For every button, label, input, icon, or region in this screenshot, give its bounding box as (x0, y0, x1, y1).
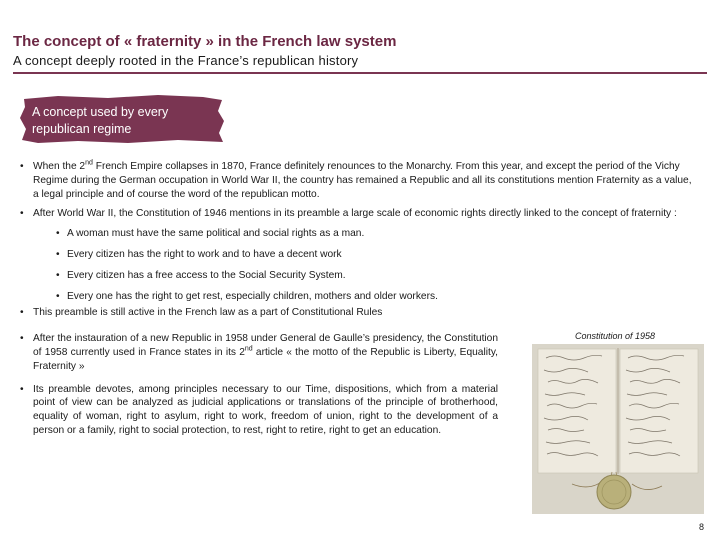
sub-bullet-text: Every citizen has a free access to the Social Security System. (67, 269, 346, 281)
constitution-document-image (532, 344, 704, 514)
slide-subtitle: A concept deeply rooted in the France’s republican history (13, 53, 359, 68)
bullet-empire-sup: nd (85, 159, 93, 167)
page-number: 8 (698, 522, 704, 532)
bullet-empire-text-b: French Empire collapses in 1870, France definitely renounces to the Monarchy. From this year, and except the period of the Vichy Regime during the German occupation in World War II, the country has remained a Republic and all its constitutions mention Fraternity as a value, a legal principle and of course the word of the republican motto. (33, 161, 692, 200)
bullet-preamble-active (20, 306, 695, 320)
bullet-1958-text-a: After the instauration of a new Republic in 1958 under General de Gaulle’s presidency, the Constitution of 1958 currently used in France states in its 2 (33, 333, 498, 358)
badge-text: A concept used by every republican regime (32, 105, 169, 136)
title-divider (13, 72, 707, 74)
sub-bullet-text: Every citizen has the right to work and to have a decent work (67, 248, 342, 260)
bullet-1946-text: After World War II, the Constitution of 1946 mentions in its preamble a large scale of economic rights directly linked to the concept of fraternity : (33, 208, 677, 220)
bullet-preamble-text: This preamble is still active in the French law as a part of Constitutional Rules (33, 307, 383, 319)
bullet-1958-text-b: article « the motto of the Republic is Liberty, Equality, Fraternity » (33, 346, 498, 372)
slide-title: The concept of « fraternity » in the French law system (13, 33, 397, 50)
sub-bullet-right-to-rest (56, 290, 695, 304)
sub-bullet-social-security (56, 269, 695, 283)
image-caption: Constitution of 1958 (575, 331, 656, 341)
bullet-empire (20, 160, 695, 201)
sub-bullet-right-to-work (56, 248, 695, 262)
sub-bullet-text: A woman must have the same political and social rights as a man. (67, 228, 365, 240)
bullet-constitution-1946 (20, 207, 695, 221)
sub-bullet-woman-rights (56, 227, 695, 241)
bullet-1958-sup: nd (244, 345, 253, 353)
sub-bullet-text: Every one has the right to get rest, especially children, mothers and older workers. (67, 290, 438, 302)
bullet-preamble-principles (20, 383, 498, 438)
bullet-constitution-1958 (20, 332, 498, 373)
bullet-empire-text-a: When the 2 (33, 161, 86, 172)
concept-badge (18, 93, 226, 145)
bullet-principles-text: Its preamble devotes, among principles necessary to our Time, dispositions, which from a material point of view can be analyzed as judicial applications or translations of the principle of brotherhood, equality of woman, right to asylum, right to work, freedom of union, right to the development of a person or a family, right to social protection, to rest, right to retire, right to get an education. (33, 383, 498, 436)
